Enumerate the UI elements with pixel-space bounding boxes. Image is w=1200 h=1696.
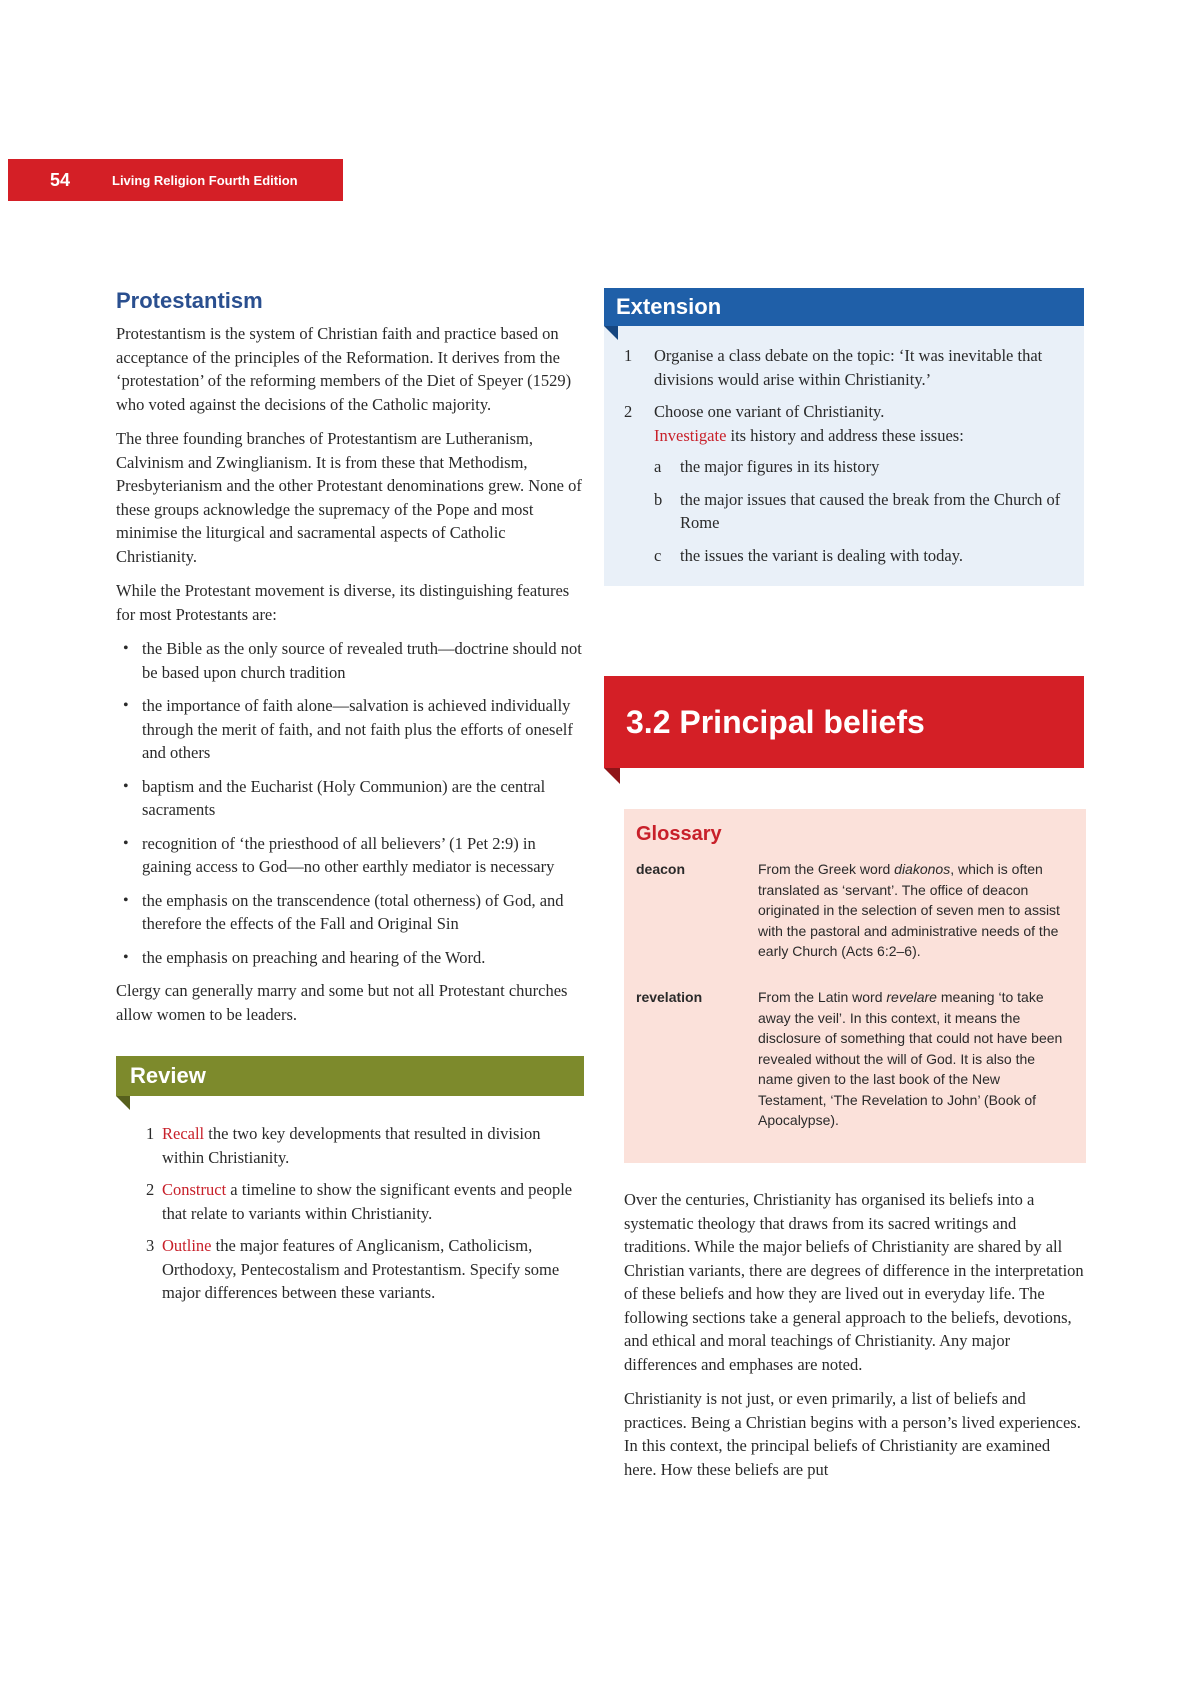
extension-box: [604, 288, 1084, 586]
section-banner: [604, 676, 1084, 768]
extension-tab-tail: [604, 326, 618, 340]
review-header: [116, 1056, 584, 1096]
glossary-title: Glossary: [636, 823, 722, 845]
review-box: [116, 1056, 584, 1305]
item-text: Choose one variant of Christianity.: [654, 402, 885, 421]
list-item: [116, 1178, 584, 1225]
list-item-text: recognition of ‘the priesthood of all believers’ (1 Pet 2:9) in gaining access to God—no other earthly mediator is necessary: [142, 833, 555, 876]
list-item: [116, 637, 584, 684]
extension-header: [604, 288, 1084, 326]
beliefs-para-1: Over the centuries, Christianity has organised its beliefs into a systematic theology that draws from its sacred writings and traditions. While the major beliefs of Christianity are shared by all Christian variants, there are degrees of difference in the interpretation of these beliefs and how they are lived out in everyday life. The following sections take a general approach to the beliefs, devotions, and ethical and moral teachings of Christianity. Any major differences and emphases are noted.: [624, 1190, 1084, 1374]
page-number: 54: [50, 169, 71, 190]
left-column: [116, 288, 584, 1314]
bullet-icon: •: [123, 834, 129, 852]
list-item: [116, 775, 584, 822]
protestantism-para-2: The three founding branches of Protestantism are Lutheranism, Calvinism and Zwinglianism. It is from these that Methodism, Presbyterianism and the other Protestant denominations grew. None of these groups acknowledge the supremacy of the Pope and most minimise the liturgical and sacramental aspects of Catholic Christianity.: [116, 429, 582, 566]
definition-text: , which is often translated as ‘servant’. The office of deacon originated in the selection of seven men to assist with the pastoral and administrative needs of the early Church (Acts 6:2–6).: [758, 861, 1060, 959]
protestant-features-list: [116, 637, 584, 969]
item-text: the major features of Anglicanism, Catholicism, Orthodoxy, Pentecostalism and Protestantism. Specify some major differences between these variants.: [162, 1236, 560, 1302]
right-column: [604, 288, 1084, 586]
item-text: a timeline to show the significant events and people that relate to variants within Christianity.: [162, 1180, 573, 1223]
item-text: its history and address these issues:: [726, 425, 964, 445]
definition-foreign-word: diakonos: [894, 861, 951, 877]
extension-list: [604, 344, 1084, 567]
glossary-term: revelation: [636, 989, 703, 1005]
glossary-definition: [758, 987, 1068, 1131]
bullet-icon: •: [123, 777, 129, 795]
command-term: Construct: [162, 1180, 227, 1199]
sub-list: [654, 455, 1084, 567]
protestantism-heading: Protestantism: [116, 288, 263, 313]
protestantism-para-4: Clergy can generally marry and some but not all Protestant churches allow women to be leaders.: [116, 981, 568, 1024]
list-item: [654, 544, 1084, 568]
definition-text: meaning ‘to take away the veil’. In this context, it means the disclosure of something that could not have been revealed without the will of God. It is also the name given to the last book of the New Testament, ‘The Revelation to John’ (Book of Apocalypse).: [758, 989, 1063, 1128]
protestantism-para-3: While the Protestant movement is diverse, its distinguishing features for most Protestants are:: [116, 581, 570, 624]
item-text: the issues the variant is dealing with today.: [680, 545, 964, 565]
principal-beliefs-body: [624, 1188, 1084, 1492]
item-number: 1: [146, 1124, 155, 1143]
bullet-icon: •: [123, 891, 129, 909]
list-item-text: the emphasis on the transcendence (total otherness) of God, and therefore the effects of the Fall and Original Sin: [142, 890, 564, 933]
glossary-term: deacon: [636, 861, 686, 877]
list-item-text: the Bible as the only source of revealed truth—doctrine should not be based upon church tradition: [142, 639, 582, 682]
item-number: 3: [146, 1236, 155, 1255]
item-text: the major figures in its history: [680, 457, 880, 476]
list-item: [116, 1122, 584, 1169]
item-letter: b: [654, 489, 663, 509]
command-term: Investigate: [654, 425, 727, 445]
section-banner-tail: [604, 768, 620, 784]
list-item-text: baptism and the Eucharist (Holy Communion) are the central sacraments: [142, 776, 546, 819]
command-term: Recall: [162, 1124, 205, 1143]
review-tab-tail: [116, 1096, 130, 1110]
book-title: Living Religion Fourth Edition: [112, 172, 298, 188]
item-text: the two key developments that resulted in division within Christianity.: [162, 1124, 541, 1167]
list-item: [116, 946, 584, 970]
section-title: 3.2 Principal beliefs: [626, 703, 925, 740]
beliefs-para-2: Christianity is not just, or even primarily, a list of beliefs and practices. Being a Christian begins with a person’s lived experiences. In this context, the principal beliefs of Christianity are examined here. How these beliefs are put: [624, 1389, 1081, 1479]
list-item: [116, 1234, 584, 1305]
command-term: Outline: [162, 1236, 212, 1255]
item-number: 2: [624, 402, 633, 421]
review-title: Review: [130, 1063, 206, 1088]
definition-text: From the Greek word: [758, 861, 895, 877]
list-item: [116, 832, 584, 879]
list-item: [604, 400, 1084, 567]
bullet-icon: •: [123, 697, 129, 714]
list-item: [116, 694, 584, 765]
glossary-box: [624, 809, 1086, 1163]
item-number: 1: [624, 346, 633, 365]
item-text: Organise a class debate on the topic: ‘It was inevitable that divisions would arise within Christianity.’: [654, 346, 1043, 389]
list-item: [604, 344, 1084, 391]
list-item: [116, 889, 584, 936]
item-number: 2: [146, 1180, 155, 1199]
definition-text: From the Latin word: [758, 989, 887, 1005]
review-list: [116, 1122, 584, 1305]
list-item: [654, 488, 1084, 535]
extension-title: Extension: [616, 294, 722, 319]
list-item-text: the importance of faith alone—salvation is achieved individually through the merit of faith, and not faith plus the efforts of oneself and others: [142, 696, 573, 762]
bullet-icon: •: [123, 948, 129, 966]
protestantism-para-1: Protestantism is the system of Christian faith and practice based on acceptance of the principles of the Reformation. It derives from the ‘protestation’ of the reforming members of the Diet of Speyer (1529) who voted against the decisions of the Catholic majority.: [116, 324, 572, 414]
list-item-text: the emphasis on preaching and hearing of the Word.: [142, 947, 486, 967]
item-text: the major issues that caused the break from the Church of Rome: [680, 489, 1061, 532]
definition-foreign-word: revelare: [886, 989, 937, 1005]
glossary-definition: [758, 859, 1068, 962]
item-letter: c: [654, 545, 662, 565]
bullet-icon: •: [123, 640, 129, 657]
list-item: [654, 455, 1084, 479]
running-header: [8, 159, 343, 201]
item-letter: a: [654, 457, 662, 476]
